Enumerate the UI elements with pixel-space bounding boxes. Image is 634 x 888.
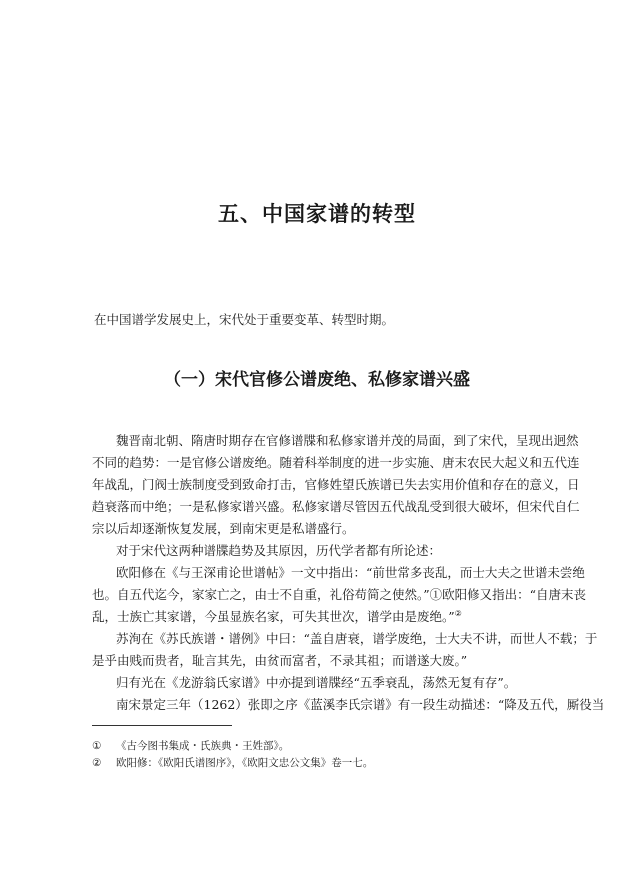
footnote-mark: ②	[92, 757, 102, 769]
footnote-ref-2: ②	[454, 608, 462, 618]
footnote-text: 《古今图书集成・氏族典・王姓部》。	[116, 740, 290, 752]
footnote-divider	[92, 725, 232, 726]
footnotes	[92, 738, 562, 772]
body-line: 南宋景定三年（1262）张即之序《蓝溪李氏宗谱》有一段生动描述：“降及五代，厮役当	[116, 697, 605, 712]
body-line: 欧阳修在《与王深甫论世谱帖》一文中指出：“前世常多丧乱，而士大夫之世谱未尝绝	[116, 565, 585, 580]
body-line	[92, 584, 587, 606]
body-line: 魏晋南北朝、隋唐时期存在官修谱牒和私修家谱并茂的局面，到了宋代，呈现出迥然	[116, 433, 579, 448]
footnote-item	[92, 755, 562, 772]
body-line: 趋衰落而中绝；一是私修家谱兴盛。私修家谱尽管因五代战乱受到很大破坏，但宋代自仁	[92, 499, 580, 514]
body-line: 是乎由贱而贵者，耻言其先，由贫而富者，不录其祖；而谱遂大废。”	[92, 653, 468, 668]
body-line-part: 也。自五代迄今，家家亡之，由士不自重，礼俗苟简之使然。”	[92, 587, 430, 602]
footnote-item	[92, 738, 562, 755]
body-line: 对于宋代这两种谱牒趋势及其原因，历代学者都有所论述：	[116, 543, 442, 558]
body-line-part: 乱，士族亡其家谱，今虽显族名家，可失其世次，谱学由是废绝。”	[92, 609, 455, 624]
footnote-ref-1: ①欧阳修又指出：“自唐末丧	[429, 587, 587, 602]
body-text	[92, 430, 605, 716]
intro-paragraph: 在中国谱学发展史上，宋代处于重要变革、转型时期。	[94, 312, 395, 327]
footnote-mark: ①	[92, 740, 102, 752]
footnote-text: 欧阳修：《欧阳氏谱图序》，《欧阳文忠公文集》卷一七。	[116, 757, 374, 769]
body-line	[92, 606, 565, 628]
body-line: 宗以后却逐渐恢复发展，到南宋更是私谱盛行。	[92, 521, 355, 536]
body-line: 苏洵在《苏氏族谱・谱例》中曰：“盖自唐衰，谱学废绝，士大夫不讲，而世人不载；于	[116, 631, 598, 646]
body-line: 不同的趋势：一是官修公谱废绝。随着科举制度的进一步实施、唐末农民大起义和五代连	[92, 455, 580, 470]
section-title: （一）宋代官修公谱废绝、私修家谱兴盛	[164, 370, 470, 390]
chapter-title: 五、中国家谱的转型	[218, 202, 416, 226]
body-line: 归有光在《龙游翁氏家谱》中亦提到谱牒经“五季衰乱，荡然无复有存”。	[116, 675, 517, 690]
body-line: 年战乱，门阀士族制度受到致命打击，官修姓望氏族谱已失去实用价值和存在的意义，日	[92, 477, 580, 492]
